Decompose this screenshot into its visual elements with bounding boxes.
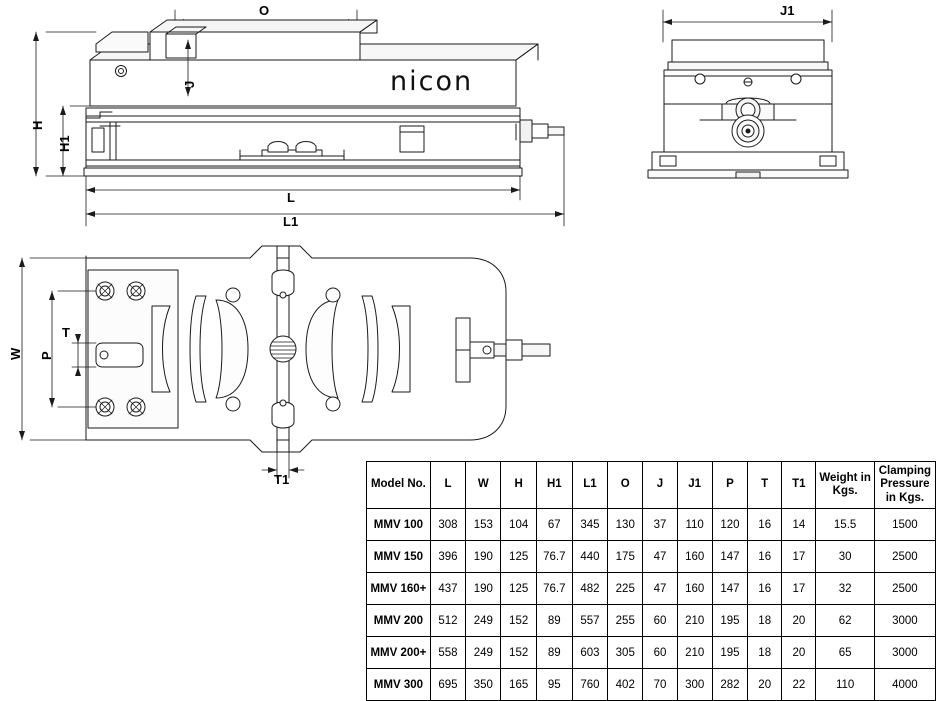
label-J: J — [182, 80, 197, 88]
table-row — [367, 605, 936, 637]
cell-model: MMV 300 — [367, 669, 431, 701]
cell-H1: 89 — [536, 637, 572, 669]
cell-J: 47 — [643, 573, 677, 605]
cell-W: 249 — [466, 605, 501, 637]
specification-table — [366, 461, 936, 701]
label-H1: H1 — [57, 135, 72, 152]
table-body — [367, 509, 936, 701]
cell-T1: 14 — [782, 509, 816, 541]
header-cell-L: L — [430, 462, 465, 509]
cell-P: 147 — [712, 541, 747, 573]
cell-T: 18 — [748, 637, 782, 669]
cell-J: 70 — [643, 669, 677, 701]
table-row — [367, 669, 936, 701]
cell-H: 104 — [501, 509, 536, 541]
header-cell-O: O — [608, 462, 643, 509]
cell-O: 255 — [608, 605, 643, 637]
cell-L: 437 — [430, 573, 465, 605]
table-row — [367, 541, 936, 573]
cell-P: 120 — [712, 509, 747, 541]
cell-J1: 160 — [677, 573, 712, 605]
cell-model: MMV 100 — [367, 509, 431, 541]
cell-O: 130 — [608, 509, 643, 541]
cell-H1: 89 — [536, 605, 572, 637]
header-cell-P: P — [712, 462, 747, 509]
cell-weight: 32 — [816, 573, 874, 605]
cell-W: 153 — [466, 509, 501, 541]
cell-P: 147 — [712, 573, 747, 605]
cell-H: 165 — [501, 669, 536, 701]
cell-T: 16 — [748, 509, 782, 541]
cell-W: 190 — [466, 573, 501, 605]
header-cell-J: J — [643, 462, 677, 509]
cell-weight: 15.5 — [816, 509, 874, 541]
cell-weight: 110 — [816, 669, 874, 701]
cell-weight: 30 — [816, 541, 874, 573]
cell-O: 305 — [608, 637, 643, 669]
cell-T: 18 — [748, 605, 782, 637]
cell-L: 308 — [430, 509, 465, 541]
cell-H1: 76.7 — [536, 541, 572, 573]
cell-model: MMV 200 — [367, 605, 431, 637]
cell-J: 60 — [643, 637, 677, 669]
cell-P: 195 — [712, 637, 747, 669]
cell-T: 16 — [748, 573, 782, 605]
header-cell-T: T — [748, 462, 782, 509]
front-view — [33, 10, 564, 226]
label-L1: L1 — [283, 214, 299, 229]
label-P: P — [39, 351, 54, 360]
cell-J1: 210 — [677, 637, 712, 669]
cell-W: 249 — [466, 637, 501, 669]
cell-P: 282 — [712, 669, 747, 701]
cell-L: 695 — [430, 669, 465, 701]
label-H: H — [30, 120, 45, 130]
cell-H: 125 — [501, 541, 536, 573]
label-L: L — [287, 190, 295, 205]
cell-T: 20 — [748, 669, 782, 701]
cell-model: MMV 160+ — [367, 573, 431, 605]
cell-clamping-pressure: 3000 — [874, 605, 935, 637]
label-J1: J1 — [780, 3, 795, 18]
cell-clamping-pressure: 2500 — [874, 573, 935, 605]
cell-T1: 22 — [782, 669, 816, 701]
header-cell-model: Model No. — [367, 462, 431, 509]
table-row — [367, 573, 936, 605]
cell-L1: 440 — [572, 541, 607, 573]
cell-L1: 345 — [572, 509, 607, 541]
header-cell-L1: L1 — [572, 462, 607, 509]
table-row — [367, 637, 936, 669]
cell-H: 125 — [501, 573, 536, 605]
plan-view — [19, 246, 550, 478]
cell-J1: 300 — [677, 669, 712, 701]
cell-model: MMV 200+ — [367, 637, 431, 669]
header-cell-J1: J1 — [677, 462, 712, 509]
brand-logo: nicon — [390, 66, 474, 97]
cell-H1: 95 — [536, 669, 572, 701]
label-T: T — [62, 325, 70, 340]
cell-model: MMV 150 — [367, 541, 431, 573]
cell-O: 402 — [608, 669, 643, 701]
label-T1: T1 — [274, 472, 290, 487]
cell-L: 512 — [430, 605, 465, 637]
cell-L: 396 — [430, 541, 465, 573]
cell-O: 175 — [608, 541, 643, 573]
cell-J1: 210 — [677, 605, 712, 637]
cell-clamping-pressure: 3000 — [874, 637, 935, 669]
cell-T1: 17 — [782, 573, 816, 605]
cell-clamping-pressure: 2500 — [874, 541, 935, 573]
header-cell-clamping-pressure: Clamping Pressure in Kgs. — [874, 462, 935, 509]
cell-L1: 760 — [572, 669, 607, 701]
cell-clamping-pressure: 1500 — [874, 509, 935, 541]
dim-J1 — [663, 10, 832, 42]
cell-O: 225 — [608, 573, 643, 605]
cell-J: 37 — [643, 509, 677, 541]
label-O: O — [259, 3, 270, 18]
header-cell-weight: Weight in Kgs. — [816, 462, 874, 509]
dim-W — [19, 258, 86, 440]
header-cell-W: W — [466, 462, 501, 509]
cell-T1: 20 — [782, 637, 816, 669]
table-row — [367, 509, 936, 541]
cell-H: 152 — [501, 605, 536, 637]
header-cell-H: H — [501, 462, 536, 509]
cell-L1: 557 — [572, 605, 607, 637]
label-W: W — [8, 347, 23, 360]
cell-J: 47 — [643, 541, 677, 573]
side-view — [648, 10, 848, 178]
cell-H1: 76.7 — [536, 573, 572, 605]
cell-L1: 603 — [572, 637, 607, 669]
cell-T1: 20 — [782, 605, 816, 637]
cell-L1: 482 — [572, 573, 607, 605]
cell-T: 16 — [748, 541, 782, 573]
cell-weight: 62 — [816, 605, 874, 637]
cell-J1: 160 — [677, 541, 712, 573]
cell-W: 350 — [466, 669, 501, 701]
header-cell-H1: H1 — [536, 462, 572, 509]
header-cell-T1: T1 — [782, 462, 816, 509]
cell-L: 558 — [430, 637, 465, 669]
cell-T1: 17 — [782, 541, 816, 573]
cell-H: 152 — [501, 637, 536, 669]
cell-J: 60 — [643, 605, 677, 637]
dim-L — [86, 176, 520, 200]
cell-H1: 67 — [536, 509, 572, 541]
cell-W: 190 — [466, 541, 501, 573]
table-header-row — [367, 462, 936, 509]
cell-J1: 110 — [677, 509, 712, 541]
cell-P: 195 — [712, 605, 747, 637]
cell-weight: 65 — [816, 637, 874, 669]
cell-clamping-pressure: 4000 — [874, 669, 935, 701]
